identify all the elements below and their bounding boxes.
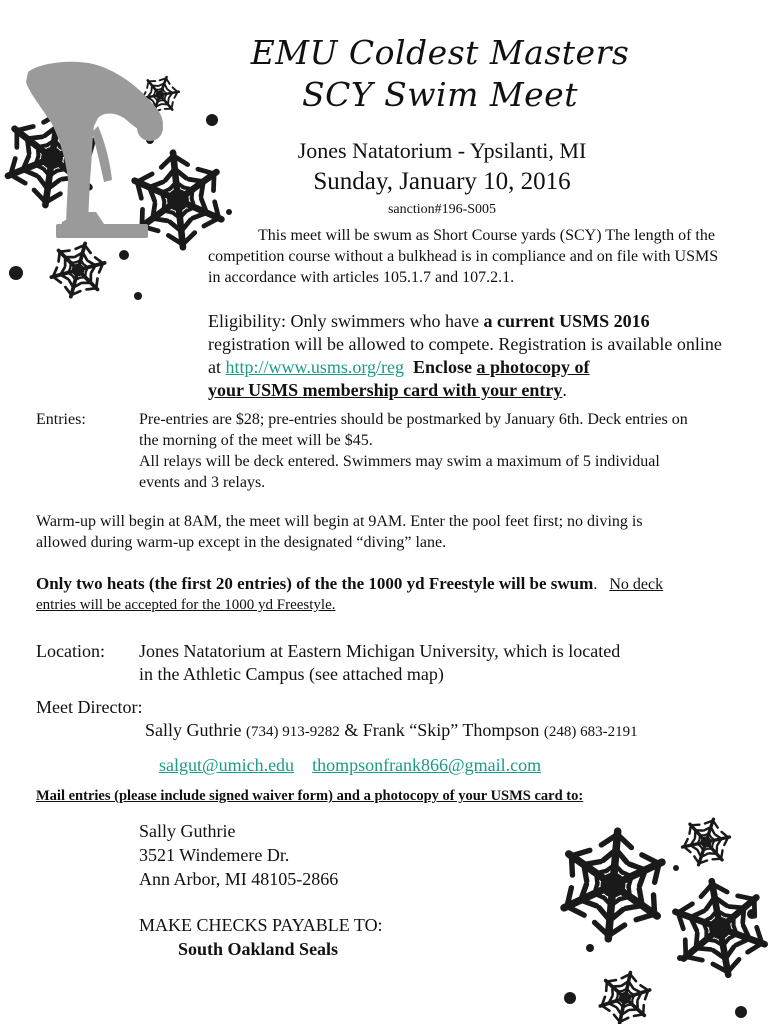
- eligibility-text: Eligibility: Only swimmers who have: [208, 311, 484, 331]
- meet-title-line2: SCY Swim Meet: [302, 75, 578, 114]
- director-emails: [159, 754, 541, 777]
- snowflake-icon: [676, 812, 737, 873]
- location-label: Location:: [36, 641, 105, 661]
- address-city: Ann Arbor, MI 48105-2866: [139, 869, 339, 889]
- snowflake-icon: [594, 967, 656, 1024]
- entries-line: the morning of the meet will be $45.: [139, 432, 373, 449]
- entries-label: Entries:: [36, 411, 86, 428]
- period: .: [562, 380, 567, 400]
- address-name: Sally Guthrie: [139, 821, 236, 841]
- location-line: in the Athletic Campus (see attached map): [139, 664, 444, 684]
- entries-line: All relays will be deck entered. Swimmers may swim a maximum of 5 individual: [139, 453, 660, 470]
- director-name: & Frank “Skip” Thompson: [339, 720, 544, 740]
- entries-line: Pre-entries are $28; pre-entries should be postmarked by January 6th. Deck entries on: [139, 411, 688, 428]
- snowflake-icon: [665, 873, 770, 983]
- meet-title-line1: EMU Coldest Masters: [250, 33, 630, 72]
- snowflake-icon: [554, 826, 672, 943]
- director-name: Sally Guthrie: [145, 720, 246, 740]
- no-deck-text: entries will be accepted for the 1000 yd Freestyle.: [36, 597, 336, 613]
- email-link-salgut[interactable]: salgut@umich.edu: [159, 755, 295, 775]
- entries-details: [139, 409, 749, 493]
- warmup-line: allowed during warm-up except in the designated “diving” lane.: [36, 534, 447, 551]
- mail-entries-heading: Mail entries (please include signed waiver form) and a photocopy of your USMS card to:: [36, 788, 584, 804]
- meet-director-label: Meet Director:: [36, 697, 143, 717]
- eligibility-text: registration will be allowed to compete. Registration is available online: [208, 334, 722, 354]
- checks-payable-label: MAKE CHECKS PAYABLE TO:: [139, 915, 383, 935]
- address-street: 3521 Windemere Dr.: [139, 845, 290, 865]
- eligibility-emphasis: a current USMS 2016: [483, 311, 650, 331]
- membership-card-text: your USMS membership card with your entry: [208, 380, 563, 400]
- heats-text: Only two heats (the first 20 entries) of the the 1000 yd Freestyle will be swum: [36, 574, 594, 593]
- usms-registration-link[interactable]: http://www.usms.org/reg: [225, 357, 404, 377]
- warmup-line: Warm-up will begin at 8AM, the meet will begin at 9AM. Enter the pool feet first; no diving is: [36, 513, 643, 530]
- entries-line: events and 3 relays.: [139, 474, 266, 491]
- no-deck-text: No deck: [609, 576, 664, 593]
- eligibility-paragraph: [208, 310, 760, 402]
- period: .: [593, 576, 598, 593]
- warmup-paragraph: [36, 511, 756, 553]
- course-line: competition course without a bulkhead is in compliance and on file with USMS: [208, 248, 719, 265]
- checks-payee: South Oakland Seals: [178, 939, 339, 959]
- heats-paragraph: [36, 573, 756, 616]
- location-line: Jones Natatorium at Eastern Michigan University, which is located: [139, 641, 621, 661]
- course-line: This meet will be swum as Short Course yards (SCY) The length of the: [258, 227, 715, 244]
- photocopy-text: a photocopy of: [476, 357, 590, 377]
- location-details: [139, 640, 749, 686]
- email-link-thompson[interactable]: thompsonfrank866@gmail.com: [312, 755, 542, 775]
- course-paragraph: [208, 225, 760, 288]
- sanction-number: sanction#196-S005: [387, 202, 497, 217]
- mailing-address: [139, 819, 559, 961]
- snowflake-icon: [44, 236, 112, 303]
- course-line: in accordance with articles 105.1.7 and 107.2.1.: [208, 269, 515, 286]
- meet-date: Sunday, January 10, 2016: [313, 168, 571, 195]
- enclose-text: Enclose: [413, 357, 477, 377]
- eligibility-text: at: [208, 357, 226, 377]
- director-phone: (734) 913-9282: [246, 724, 340, 740]
- director-phone: (248) 683-2191: [543, 724, 638, 740]
- venue-heading: Jones Natatorium - Ypsilanti, MI: [297, 138, 587, 163]
- meet-director-names: [145, 719, 745, 744]
